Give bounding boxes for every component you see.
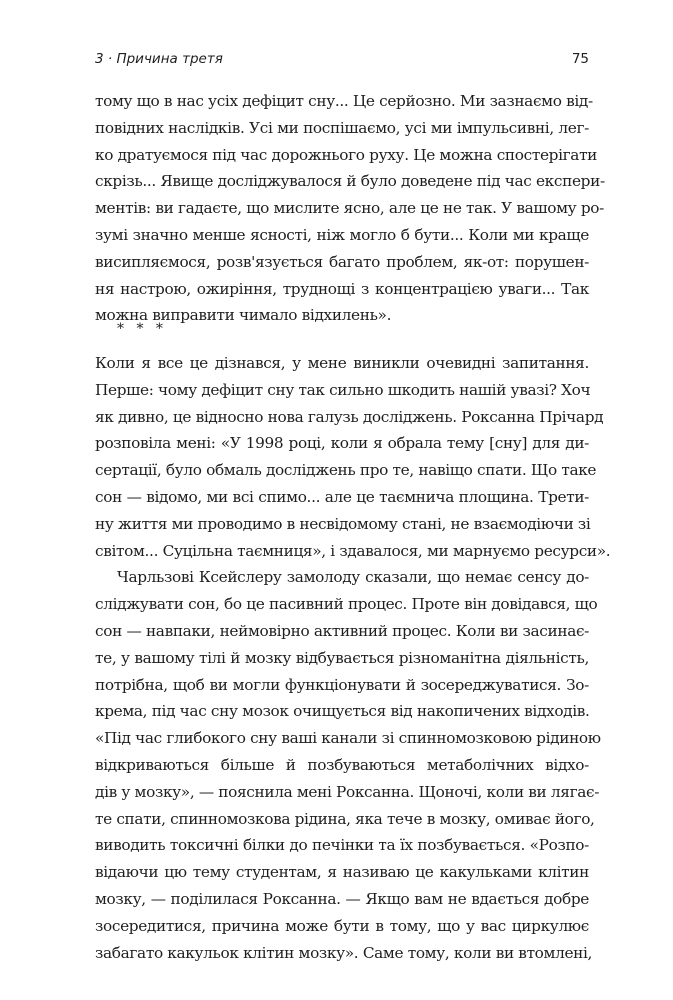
text-line: мозку, — поділилася Роксанна. — Якщо вам не вдається добре	[95, 889, 589, 908]
text-line: повідних наслідків. Усі ми поспішаємо, усі ми імпульсивні, лег-	[95, 118, 589, 137]
text-line: ня настрою, ожиріння, труднощі з концентрацією уваги... Так	[95, 279, 589, 298]
text-line: те спати, спинномозкова рідина, яка тече в мозку, омиває його,	[95, 809, 595, 828]
text-line: відкриваються більше й позбуваються метаболічних відхо-	[95, 755, 589, 774]
text-line: дів у мозку», — пояснила мені Роксанна. Щоночі, коли ви лягає-	[95, 782, 600, 801]
text-line: скрізь... Явище досліджувалося й було доведене під час експери-	[95, 172, 605, 191]
text-line: зосередитися, причина може бути в тому, що у вас циркулює	[95, 916, 589, 935]
section-separator: * * *	[117, 321, 167, 337]
text-line: забагато какульок клітин мозку». Саме тому, коли ви втомлені,	[95, 943, 593, 962]
paragraph-quote-continuation	[95, 88, 605, 329]
paragraph	[95, 350, 611, 564]
body-text	[95, 350, 611, 966]
text-line: сертації, було обмаль досліджень про те, навіщо спати. Що таке	[95, 461, 597, 480]
page-number: 75	[571, 51, 589, 67]
text-line: Коли я все це дізнався, у мене виникли очевидні запитання.	[95, 354, 589, 372]
text-line: висипляємося, розв'язується багато проблем, як-от: порушен-	[95, 252, 589, 271]
text-line: сон — навпаки, неймовірно активний процес. Коли ви засинає-	[95, 621, 589, 640]
running-header	[95, 51, 589, 71]
text-line: як дивно, це відносно нова галузь досліджень. Роксанна Прічард	[95, 407, 604, 426]
text-line: Чарльзові Ксейслеру замолоду сказали, що немає сенсу до-	[117, 568, 589, 587]
text-line: розповіла мені: «У 1998 році, коли я обрала тему [сну] для ди-	[95, 434, 589, 453]
text-line: «Під час глибокого сну ваші канали зі спинномозковою рідиною	[95, 729, 601, 748]
paragraph	[95, 564, 601, 966]
text-line: ко дратуємося під час дорожнього руху. Це можна спостерігати	[95, 145, 598, 164]
text-line: те, у вашому тілі й мозку відбувається різноманітна діяльність,	[95, 648, 589, 667]
text-line: світом... Суцільна таємниця», і здавалося, ми марнуємо ресурси».	[95, 541, 611, 560]
text-line: крема, під час сну мозок очищується від накопичених відходів.	[95, 702, 590, 721]
text-line: Перше: чому дефіцит сну так сильно шкодить нашій увазі? Хоч	[95, 380, 591, 399]
text-line: сліджувати сон, бо це пасивний процес. Проте він довідався, що	[95, 595, 598, 614]
text-line: зумі значно менше ясності, ніж могло б бути... Коли ми краще	[95, 225, 589, 244]
text-line: потрібна, щоб ви могли функціонувати й зосереджуватися. Зо-	[95, 675, 589, 694]
text-line: тому що в нас усіх дефіцит сну... Це серйозно. Ми зазнаємо від-	[95, 92, 593, 110]
text-line: ментів: ви гадаєте, що мислите ясно, але це не так. У вашому ро-	[95, 199, 604, 218]
text-line: ну життя ми проводимо в несвідомому стані, не взаємодіючи зі	[95, 514, 591, 533]
text-line: виводить токсичні білки до печінки та їх позбувається. «Розпо-	[95, 836, 589, 855]
chapter-title: 3 · Причина третя	[95, 51, 223, 67]
text-line: сон — відомо, ми всі спимо... але це таємнича площина. Трети-	[95, 487, 589, 506]
text-line: можна виправити чимало відхилень».	[95, 306, 392, 325]
text-line: відаючи цю тему студентам, я називаю це какульками клітин	[95, 863, 589, 882]
